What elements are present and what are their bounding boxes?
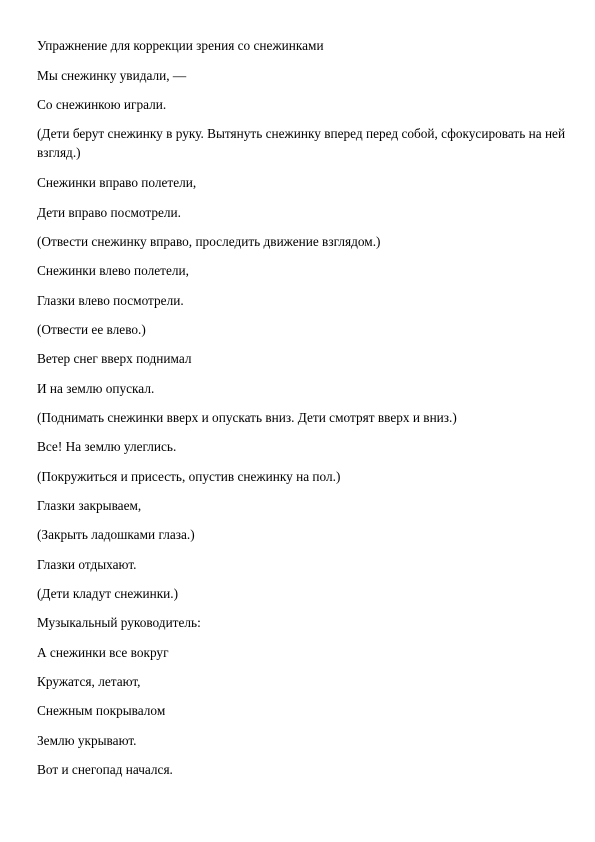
stage-direction: (Отвести снежинку вправо, проследить движение взглядом.) — [37, 234, 381, 249]
stage-direction: (Поднимать снежинки вверх и опускать вниз. Дети смотрят вверх и вниз.) — [37, 410, 457, 425]
document-title: Упражнение для коррекции зрения со снежинками — [37, 38, 324, 53]
stage-direction: (Дети берут снежинку в руку. Вытянуть снежинку вперед перед собой, сфокусировать на ней взгляд.) — [37, 126, 566, 160]
speaker-label: Музыкальный руководитель: — [37, 615, 201, 630]
poem-line: А снежинки все вокруг — [37, 645, 169, 660]
poem-line: Ветер снег вверх поднимал — [37, 351, 192, 366]
poem-line: И на землю опускал. — [37, 381, 155, 396]
poem-line: Все! На землю улеглись. — [37, 439, 177, 454]
poem-line: Вот и снегопад начался. — [37, 762, 173, 777]
poem-line: Глазки закрываем, — [37, 498, 142, 513]
poem-line: Землю укрывают. — [37, 733, 137, 748]
poem-line: Глазки влево посмотрели. — [37, 293, 184, 308]
poem-line: Снежинки влево полетели, — [37, 263, 189, 278]
poem-line: Дети вправо посмотрели. — [37, 205, 181, 220]
poem-line: Снежинки вправо полетели, — [37, 175, 197, 190]
stage-direction: (Покружиться и присесть, опустив снежинку на пол.) — [37, 469, 341, 484]
poem-line: Глазки отдыхают. — [37, 557, 137, 572]
poem-line: Мы снежинку увидали, — — [37, 68, 187, 83]
stage-direction: (Закрыть ладошками глаза.) — [37, 527, 195, 542]
stage-direction: (Отвести ее влево.) — [37, 322, 146, 337]
poem-line: Со снежинкою играли. — [37, 97, 167, 112]
poem-line: Кружатся, летают, — [37, 674, 141, 689]
stage-direction: (Дети кладут снежинки.) — [37, 586, 179, 601]
poem-line: Снежным покрывалом — [37, 703, 166, 718]
